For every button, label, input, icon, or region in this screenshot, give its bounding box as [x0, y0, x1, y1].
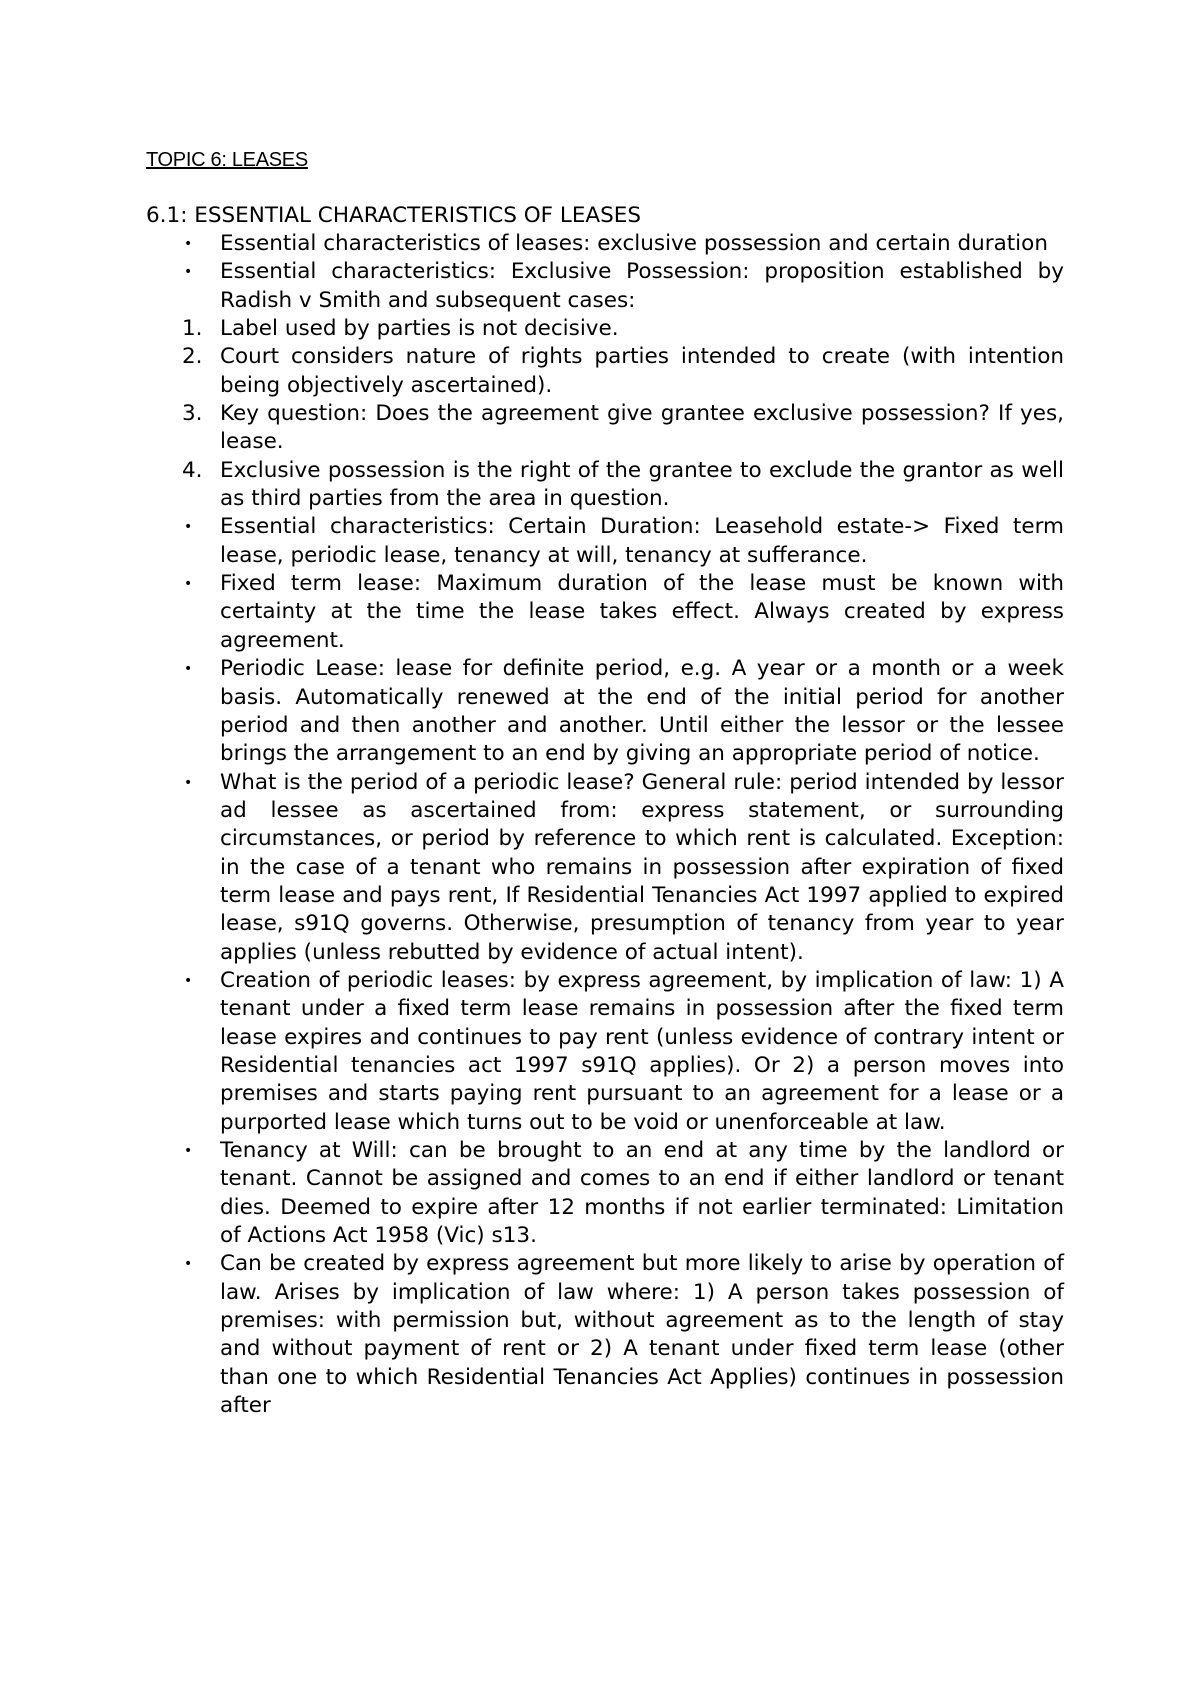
section-heading: 6.1: ESSENTIAL CHARACTERISTICS OF LEASES — [146, 203, 641, 228]
list-item — [146, 967, 1064, 1137]
list-item — [146, 655, 1064, 768]
bullet-marker: • — [184, 264, 193, 281]
list-item — [146, 513, 1064, 570]
numbered-item — [146, 343, 1064, 400]
bullet-marker: • — [184, 774, 193, 791]
list-item — [146, 1137, 1064, 1250]
notes-list — [146, 230, 1064, 1420]
list-item-text: Periodic Lease: lease for definite period, e.g. A year or a month or a week basis. Automatically renewed at the end of the initial period for another period and then another and another. Until either the lessor or the lessee brings the arrangement to an end by giving an appropriate period of notice. — [220, 656, 1064, 767]
list-item-text: Exclusive possession is the right of the grantee to exclude the grantor as well as third parties from the area in question. — [220, 457, 1064, 512]
list-item-text: Essential characteristics: Exclusive Possession: proposition established by Radish v Smith and subsequent cases: — [220, 259, 1064, 313]
bullet-marker: • — [184, 236, 193, 252]
list-item-text: Fixed term lease: Maximum duration of the lease must be known with certainty at the time the lease takes effect. Always created by express agreement. — [220, 571, 1064, 653]
number-marker: 3. — [182, 401, 203, 427]
numbered-item — [146, 400, 1064, 457]
bullet-marker: • — [184, 576, 193, 593]
bullet-marker: • — [184, 661, 193, 678]
bullet-marker: • — [184, 1143, 193, 1159]
list-item-text: Key question: Does the agreement give grantee exclusive possession? If yes, lease. — [220, 401, 1064, 455]
list-item-text: Label used by parties is not decisive. — [220, 316, 619, 342]
numbered-item — [146, 315, 1064, 343]
numbered-item — [146, 457, 1064, 514]
list-item-text: Can be created by express agreement but more likely to arise by operation of law. Arises by implication of law where: 1) A person takes possession of premises: with permission but, without agreement as to the length of stay and without payment of rent or 2) A tenant under fixed term lease (other than one to which Residential Tenancies Act Applies) continues in possession after — [220, 1251, 1064, 1419]
list-item — [146, 1250, 1064, 1420]
bullet-marker: • — [184, 519, 193, 536]
list-item-text: Tenancy at Will: can be brought to an end at any time by the landlord or tenant. Cannot be assigned and comes to an end if either landlord or tenant dies. Deemed to expire after 12 months if not earlier terminated: Limitation of Actions Act 1958 (Vic) s13. — [220, 1138, 1064, 1249]
list-item — [146, 258, 1064, 315]
list-item-text: Essential characteristics of leases: exclusive possession and certain duration — [220, 231, 1048, 256]
number-marker: 2. — [182, 344, 203, 370]
list-item-text: Essential characteristics: Certain Duration: Leasehold estate-> Fixed term lease, periodic lease, tenancy at will, tenancy at sufferance. — [220, 514, 1064, 568]
bullet-marker: • — [184, 972, 193, 989]
number-marker: 1. — [182, 316, 203, 342]
list-item-text: Creation of periodic leases: by express agreement, by implication of law: 1) A tenant under a fixed term lease remains in possession after the fixed term lease expires and continues to pay rent (unless evidence of contrary intent or Residential tenancies act 1997 s91Q applies). Or 2) a person moves into premises and starts paying rent pursuant to an agreement for a lease or a purported lease which turns out to be void or unenforceable at law. — [220, 967, 1064, 1135]
topic-title: TOPIC 6: LEASES — [146, 149, 308, 171]
bullet-marker: • — [184, 1256, 193, 1273]
list-item — [146, 570, 1064, 655]
list-item-text: What is the period of a periodic lease? General rule: period intended by lessor ad lessee as ascertained from: express statement, or surrounding circumstances, or period by reference to which rent is calculated. Exception: in the case of a tenant who remains in possession after expiration of fixed term lease and pays rent, If Residential Tenancies Act 1997 applied to expired lease, s91Q governs. Otherwise, presumption of tenancy from year to year applies (unless rebutted by evidence of actual intent). — [220, 769, 1064, 965]
list-item — [146, 230, 1064, 258]
number-marker: 4. — [182, 457, 203, 483]
list-item — [146, 769, 1064, 967]
list-item-text: Court considers nature of rights parties intended to create (with intention being objectively ascertained). — [220, 344, 1064, 398]
